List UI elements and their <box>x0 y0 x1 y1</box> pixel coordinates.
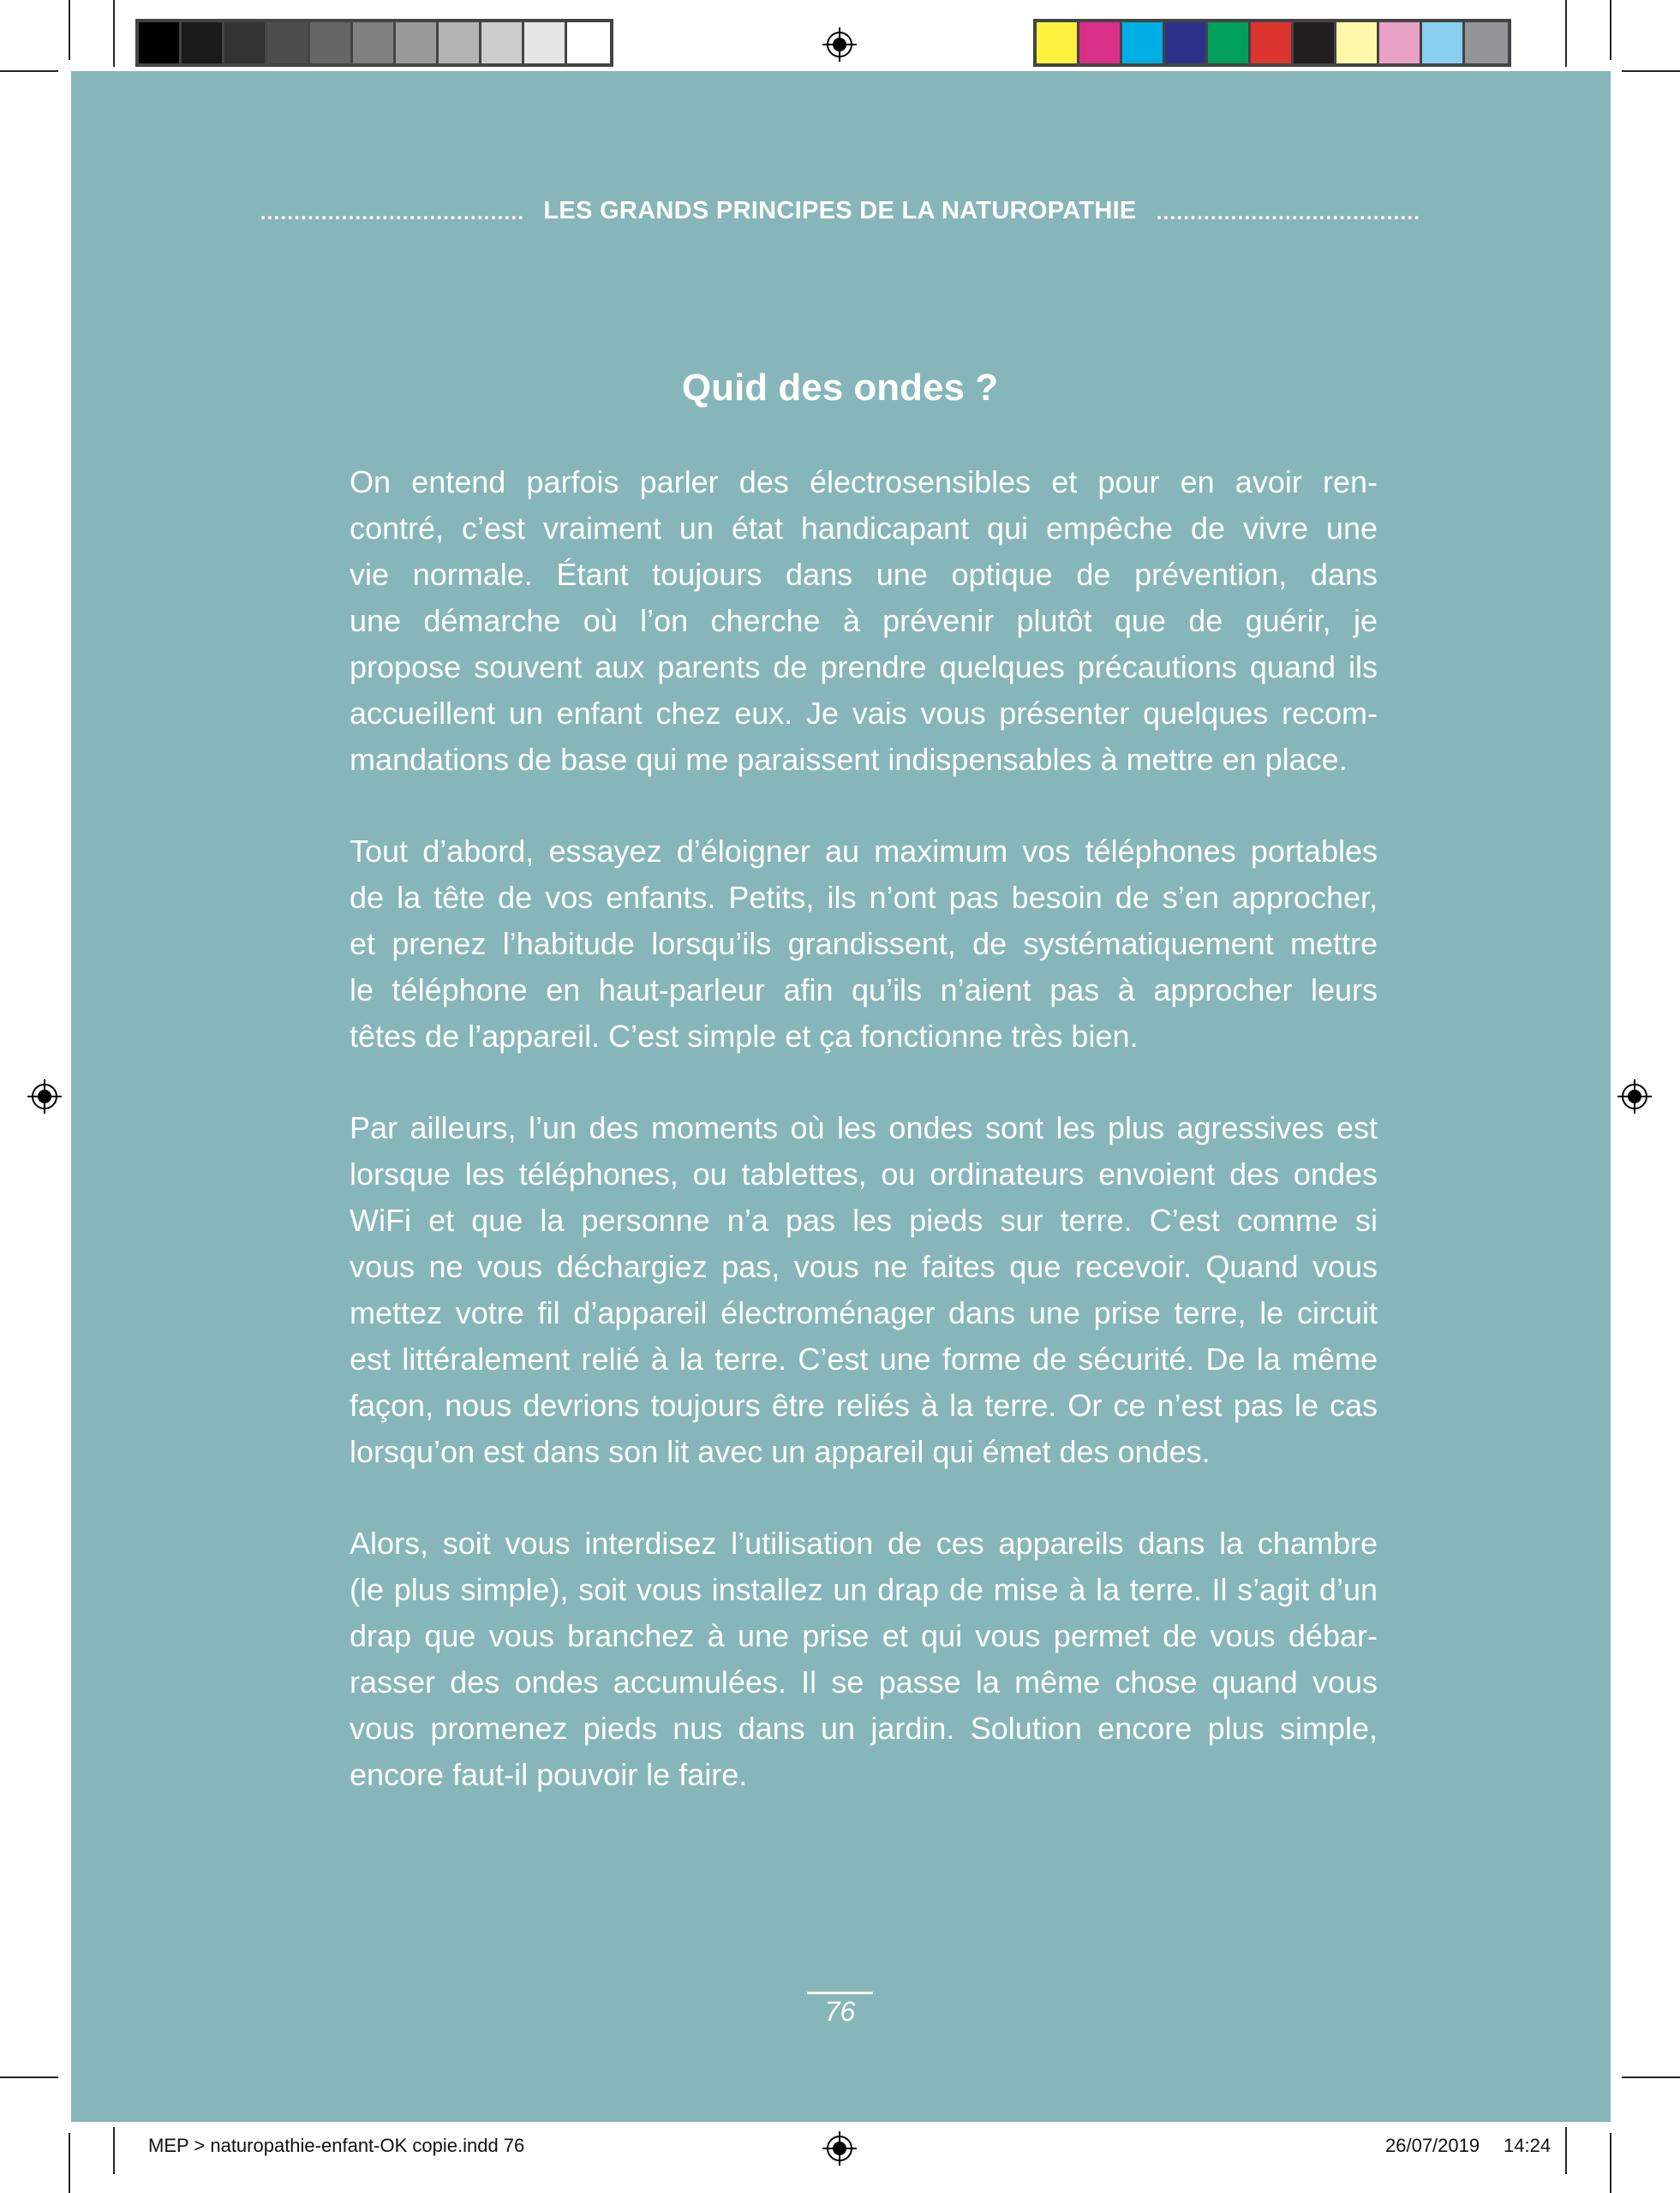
text-line: le téléphone en haut-parleur afin qu’ils n’aient pas à approcher leurs <box>350 972 1378 1007</box>
crop-mark <box>1565 0 1567 67</box>
color-swatch <box>481 22 524 63</box>
color-swatch <box>1294 22 1336 63</box>
color-swatch <box>1465 22 1508 63</box>
text-line: Par ailleurs, l’un des moments où les ondes sont les plus agressives est <box>350 1110 1378 1145</box>
text-line: vous ne vous déchargiez pas, vous ne faites que recevoir. Quand vous <box>350 1249 1378 1284</box>
text-line: drap que vous branchez à une prise et qui vous permet de vous débar- <box>350 1618 1378 1653</box>
dotted-rule <box>261 204 523 219</box>
crop-mark <box>113 2127 115 2174</box>
registration-mark-icon <box>822 27 857 62</box>
color-swatch <box>1379 22 1422 63</box>
color-swatch <box>567 22 610 63</box>
text-line: On entend parfois parler des électrosensibles et pour en avoir ren- <box>350 464 1378 499</box>
running-header-title: LES GRANDS PRINCIPES DE LA NATUROPATHIE <box>543 197 1137 224</box>
text-line: Alors, soit vous interdisez l’utilisation de ces appareils dans la chambre <box>350 1526 1378 1561</box>
text-line: rasser des ondes accumulées. Il se passe la même chose quand vous <box>350 1664 1378 1700</box>
text-line: contré, c’est vraiment un état handicapant qui empêche de vivre une <box>350 511 1378 546</box>
crop-mark <box>1622 70 1680 72</box>
color-swatch <box>353 22 396 63</box>
color-swatch <box>139 22 182 63</box>
registration-mark-icon <box>1617 1079 1652 1114</box>
grayscale-color-bar <box>135 19 613 67</box>
text-line: lorsqu’on est dans son lit avec un appareil qui émet des ondes. <box>350 1434 1211 1469</box>
crop-mark <box>1565 2127 1567 2174</box>
text-line: mettez votre fil d’appareil électroménager dans une prise terre, le circuit <box>350 1295 1378 1330</box>
registration-mark-icon <box>822 2131 857 2166</box>
crop-mark <box>1622 2076 1680 2078</box>
color-swatch <box>1079 22 1122 63</box>
slug-date: 26/07/2019 <box>1385 2135 1480 2156</box>
text-line: WiFi et que la personne n’a pas les pieds sur terre. C’est comme si <box>350 1203 1378 1238</box>
text-line: encore faut-il pouvoir le faire. <box>350 1757 748 1792</box>
color-swatch <box>310 22 353 63</box>
color-swatch <box>1251 22 1294 63</box>
section-title: Quid des ondes ? <box>681 367 999 409</box>
text-line: et prenez l’habitude lorsqu’ils grandissent, de systématiquement mettre <box>350 926 1378 961</box>
running-header <box>0 197 1680 225</box>
color-swatch <box>1122 22 1165 63</box>
color-swatch <box>524 22 567 63</box>
cmyk-color-bar <box>1033 19 1511 67</box>
slug-filename: MEP > naturopathie-enfant-OK copie.indd 76 <box>148 2135 525 2156</box>
paragraph <box>350 1521 1378 1798</box>
dotted-rule <box>1157 204 1419 219</box>
slug-time: 14:24 <box>1504 2135 1551 2156</box>
color-swatch <box>1336 22 1379 63</box>
page-number: 76 <box>824 1996 856 2027</box>
text-line: têtes de l’appareil. C’est simple et ça fonctionne très bien. <box>350 1019 1139 1054</box>
crop-mark <box>69 2133 70 2193</box>
text-line: mandations de base qui me paraissent indispensables à mettre en place. <box>350 742 1348 777</box>
paragraph <box>350 1105 1378 1475</box>
crop-mark <box>69 0 70 60</box>
paragraph <box>350 828 1378 1060</box>
color-swatch <box>439 22 481 63</box>
crop-mark <box>0 2076 58 2078</box>
registration-mark-icon <box>27 1079 62 1114</box>
crop-mark <box>0 70 58 72</box>
text-line: façon, nous devrions toujours être reliés à la terre. Or ce n’est pas le cas <box>350 1388 1378 1423</box>
paragraph <box>350 459 1378 783</box>
color-swatch <box>1208 22 1251 63</box>
color-swatch <box>1037 22 1079 63</box>
text-line: de la tête de vos enfants. Petits, ils n’ont pas besoin de s’en approcher, <box>350 880 1378 915</box>
text-line: (le plus simple), soit vous installez un drap de mise à la terre. Il s’agit d’un <box>350 1572 1378 1607</box>
color-swatch <box>182 22 224 63</box>
crop-mark <box>1610 0 1611 60</box>
text-line: lorsque les téléphones, ou tablettes, ou ordinateurs envoient des ondes <box>350 1156 1378 1192</box>
text-line: accueillent un enfant chez eux. Je vais vous présenter quelques recom- <box>350 696 1378 731</box>
color-swatch <box>1422 22 1465 63</box>
crop-mark <box>1610 2133 1611 2193</box>
page-number-rule <box>807 1992 873 1994</box>
text-line: vous promenez pieds nus dans un jardin. Solution encore plus simple, <box>350 1711 1378 1746</box>
color-swatch <box>224 22 267 63</box>
text-line: est littéralement relié à la terre. C’est une forme de sécurité. De la même <box>350 1341 1378 1377</box>
text-line: propose souvent aux parents de prendre quelques précautions quand ils <box>350 649 1378 684</box>
color-swatch <box>1165 22 1208 63</box>
text-line: vie normale. Étant toujours dans une optique de prévention, dans <box>350 557 1378 592</box>
text-line: une démarche où l’on cherche à prévenir plutôt que de guérir, je <box>350 603 1378 638</box>
crop-mark <box>113 0 115 67</box>
text-line: Tout d’abord, essayez d’éloigner au maximum vos téléphones portables <box>350 834 1378 869</box>
color-swatch <box>267 22 310 63</box>
color-swatch <box>396 22 439 63</box>
